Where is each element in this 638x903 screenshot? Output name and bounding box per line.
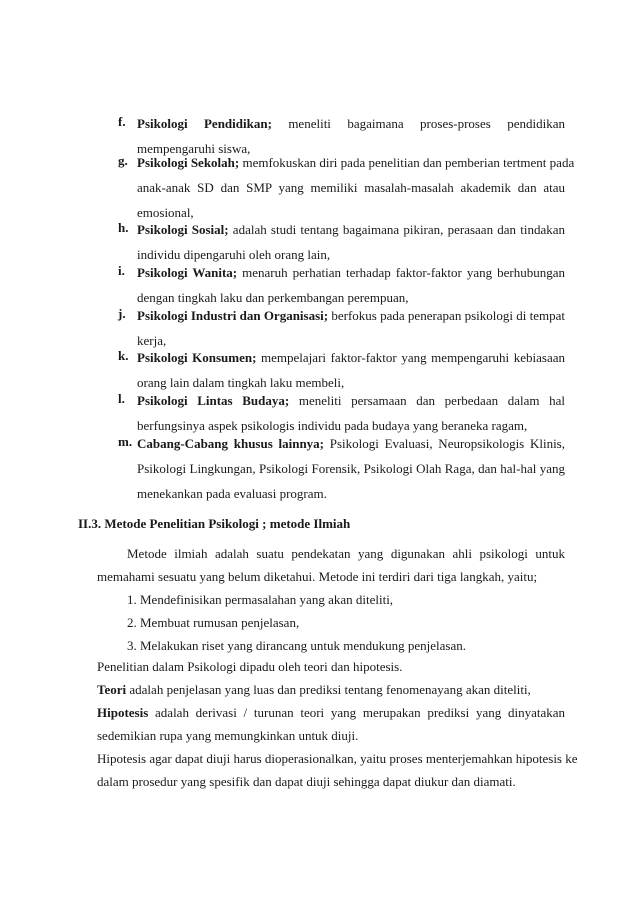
list-marker: k. <box>118 348 129 363</box>
list-item-line <box>137 306 565 326</box>
list-item-line: anak-anak SD dan SMP yang memiliki masalah-masalah akademik dan atau <box>137 180 565 195</box>
term: Psikologi Sekolah; <box>137 155 240 170</box>
term: Psikologi Sosial; <box>137 222 229 237</box>
definition-text: meneliti bagaimana proses-proses pendidikan <box>271 116 565 131</box>
list-item-line <box>137 263 565 283</box>
body-line: Hipotesis agar dapat diuji harus dioperasionalkan, yaitu proses menterjemahkan hipotesis ke <box>97 751 578 766</box>
term: Teori <box>97 682 127 697</box>
list-item-line: Psikologi Lingkungan, Psikologi Forensik, Psikologi Olah Raga, dan hal-hal yang <box>137 461 565 476</box>
list-item-line: menekankan pada evaluasi program. <box>137 486 327 501</box>
list-item-line <box>137 391 565 411</box>
term: Cabang-Cabang khusus lainnya; <box>137 436 325 451</box>
list-item-line: individu dipengaruhi oleh orang lain, <box>137 247 331 262</box>
body-line: Penelitian dalam Psikologi dipadu oleh teori dan hipotesis. <box>97 659 403 674</box>
definition-text: adalah penjelasan yang luas dan prediksi tentang fenomenayang akan diteliti, <box>126 682 531 697</box>
list-marker: f. <box>118 114 126 129</box>
definition-text: adalah studi tentang bagaimana pikiran, perasaan dan tindakan <box>228 222 565 237</box>
step-item: 1. Mendefinisikan permasalahan yang akan diteliti, <box>127 592 394 607</box>
definition-text: adalah derivasi / turunan teori yang merupakan prediksi yang dinyatakan <box>148 705 565 720</box>
list-item-line <box>137 220 565 240</box>
step-item: 2. Membuat rumusan penjelasan, <box>127 615 300 630</box>
intro-line: Metode ilmiah adalah suatu pendekatan yang digunakan ahli psikologi untuk <box>127 546 565 561</box>
list-item-line: emosional, <box>137 205 194 220</box>
definition-text: memfokuskan diri pada penelitian dan pemberian tertment pada <box>239 155 575 170</box>
list-marker: m. <box>118 434 133 449</box>
list-item-line: mempengaruhi siswa, <box>137 141 251 156</box>
list-marker: g. <box>118 153 128 168</box>
definition-text: Psikologi Evaluasi, Neuropsikologis Klinis, <box>324 436 565 451</box>
section-heading: II.3. Metode Penelitian Psikologi ; metode Ilmiah <box>78 516 351 531</box>
step-item: 3. Melakukan riset yang dirancang untuk mendukung penjelasan. <box>127 638 466 653</box>
body-line: sedemikian rupa yang memungkinkan untuk diuji. <box>97 728 359 743</box>
hipotesis-line <box>97 703 565 723</box>
list-item-line: berfungsinya aspek psikologis individu pada budaya yang beraneka ragam, <box>137 418 528 433</box>
term: Psikologi Lintas Budaya; <box>137 393 290 408</box>
intro-line: memahami sesuatu yang belum diketahui. Metode ini terdiri dari tiga langkah, yaitu; <box>97 569 538 584</box>
definition-text: mempelajari faktor-faktor yang mempengaruhi kebiasaan <box>256 350 565 365</box>
list-item-line <box>137 434 565 454</box>
term: Psikologi Pendidikan; <box>137 116 272 131</box>
list-item-line <box>137 114 565 134</box>
definition-text: menaruh perhatian terhadap faktor-faktor yang berhubungan <box>237 265 565 280</box>
list-item-line: orang lain dalam tingkah laku membeli, <box>137 375 345 390</box>
teori-line <box>97 680 531 700</box>
list-item-line <box>137 348 565 368</box>
list-item-line: dengan tingkah laku dan perkembangan perempuan, <box>137 290 409 305</box>
list-marker: h. <box>118 220 129 235</box>
list-item-line <box>137 153 575 173</box>
term: Hipotesis <box>97 705 149 720</box>
list-item-line: kerja, <box>137 333 167 348</box>
definition-text: meneliti persamaan dan perbedaan dalam hal <box>289 393 565 408</box>
list-marker: i. <box>118 263 125 278</box>
list-marker: j. <box>118 306 126 321</box>
term: Psikologi Industri dan Organisasi; <box>137 308 329 323</box>
definition-text: berfokus pada penerapan psikologi di tempat <box>328 308 565 323</box>
term: Psikologi Wanita; <box>137 265 238 280</box>
body-line: dalam prosedur yang spesifik dan dapat diuji sehingga dapat diukur dan diamati. <box>97 774 516 789</box>
term: Psikologi Konsumen; <box>137 350 257 365</box>
list-marker: l. <box>118 391 125 406</box>
